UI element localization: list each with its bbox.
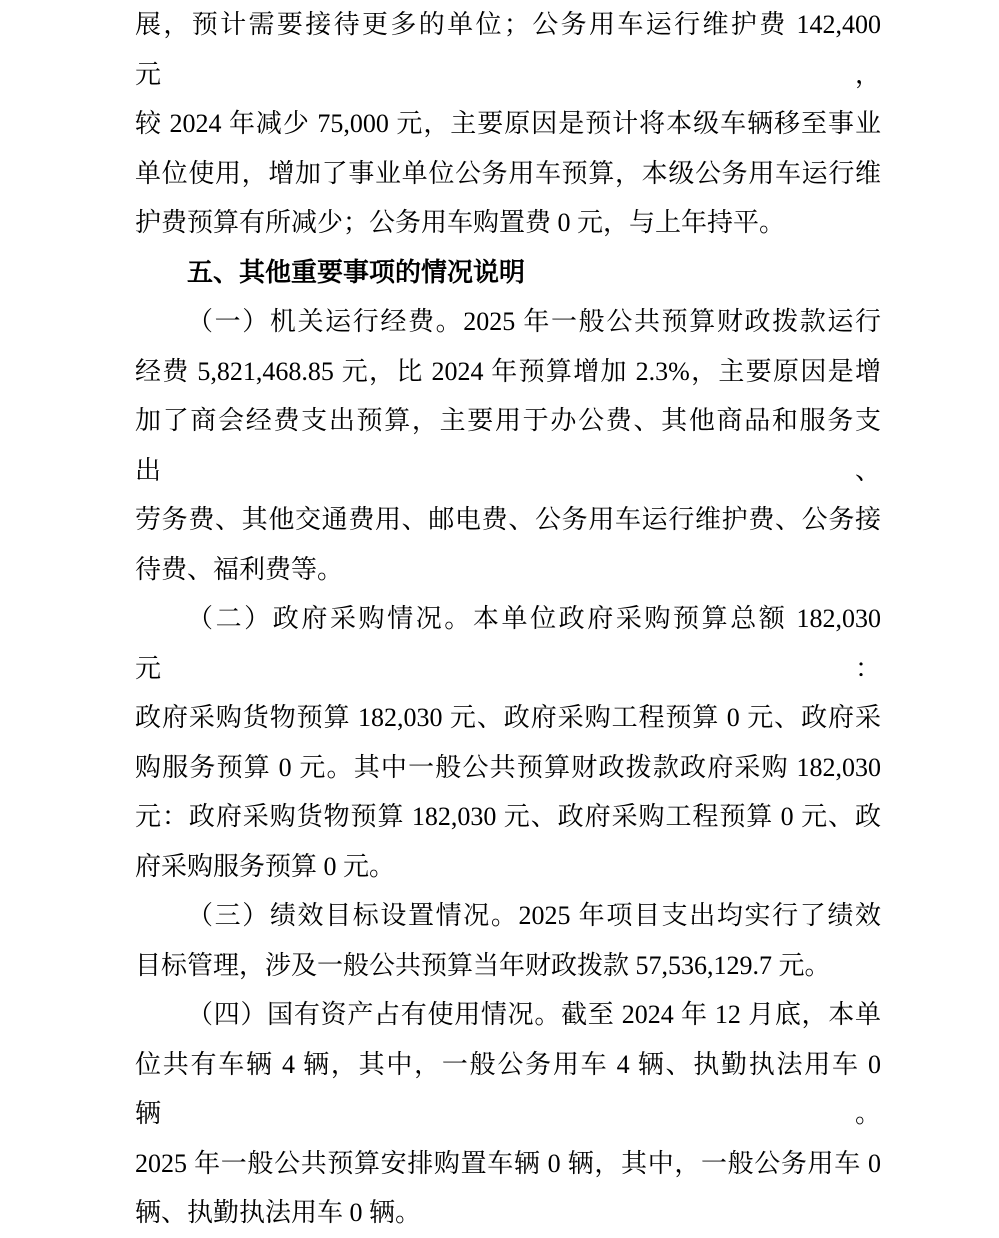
- paragraph-organ-operating-expenses: [135, 297, 881, 594]
- text-line: 单位使用，增加了事业单位公务用车预算，本级公务用车运行维: [135, 158, 881, 188]
- text-line: （三）绩效目标设置情况。2025 年项目支出均实行了绩效: [187, 901, 881, 930]
- text-line: 加了商会经费支出预算，主要用于办公费、其他商品和服务支出、: [135, 406, 881, 485]
- text-line: 元：政府采购货物预算 182,030 元、政府采购工程预算 0 元、政: [135, 802, 881, 831]
- paragraph-government-procurement: [135, 594, 881, 891]
- paragraph-performance-targets: [135, 891, 881, 990]
- section-heading: 五、其他重要事项的情况说明: [187, 256, 526, 287]
- text-line: （二）政府采购情况。本单位政府采购预算总额 182,030 元：: [135, 604, 881, 683]
- text-line: （四）国有资产占有使用情况。截至 2024 年 12 月底，本单: [187, 1000, 881, 1029]
- text-line: 护费预算有所减少；公务用车购置费 0 元，与上年持平。: [135, 208, 786, 237]
- text-line: 政府采购货物预算 182,030 元、政府采购工程预算 0 元、政府采: [135, 703, 881, 732]
- text-line: 购服务预算 0 元。其中一般公共预算财政拨款政府采购 182,030: [135, 752, 881, 782]
- text-line: 辆、执勤执法用车 0 辆。: [135, 1198, 422, 1227]
- paragraph-continuation: [135, 0, 881, 248]
- text-line: 府采购服务预算 0 元。: [135, 851, 396, 881]
- text-line: 2025 年一般公共预算安排购置车辆 0 辆，其中，一般公务用车 0: [135, 1148, 881, 1178]
- text-line: 较 2024 年减少 75,000 元，主要原因是预计将本级车辆移至事业: [135, 109, 881, 138]
- text-line: 劳务费、其他交通费用、邮电费、公务用车运行维护费、公务接: [135, 505, 881, 534]
- text-line: 待费、福利费等。: [135, 554, 344, 584]
- text-line: 目标管理，涉及一般公共预算当年财政拨款 57,536,129.7 元。: [135, 950, 831, 980]
- text-line: 展，预计需要接待更多的单位；公务用车运行维护费 142,400 元，: [135, 10, 881, 89]
- text-line: （一）机关运行经费。2025 年一般公共预算财政拨款运行: [187, 307, 881, 336]
- text-line: 经费 5,821,468.85 元，比 2024 年预算增加 2.3%，主要原因是增: [135, 356, 881, 386]
- paragraph-state-assets: [135, 990, 881, 1238]
- text-line: 位共有车辆 4 辆，其中，一般公务用车 4 辆、执勤执法用车 0 辆。: [135, 1049, 881, 1128]
